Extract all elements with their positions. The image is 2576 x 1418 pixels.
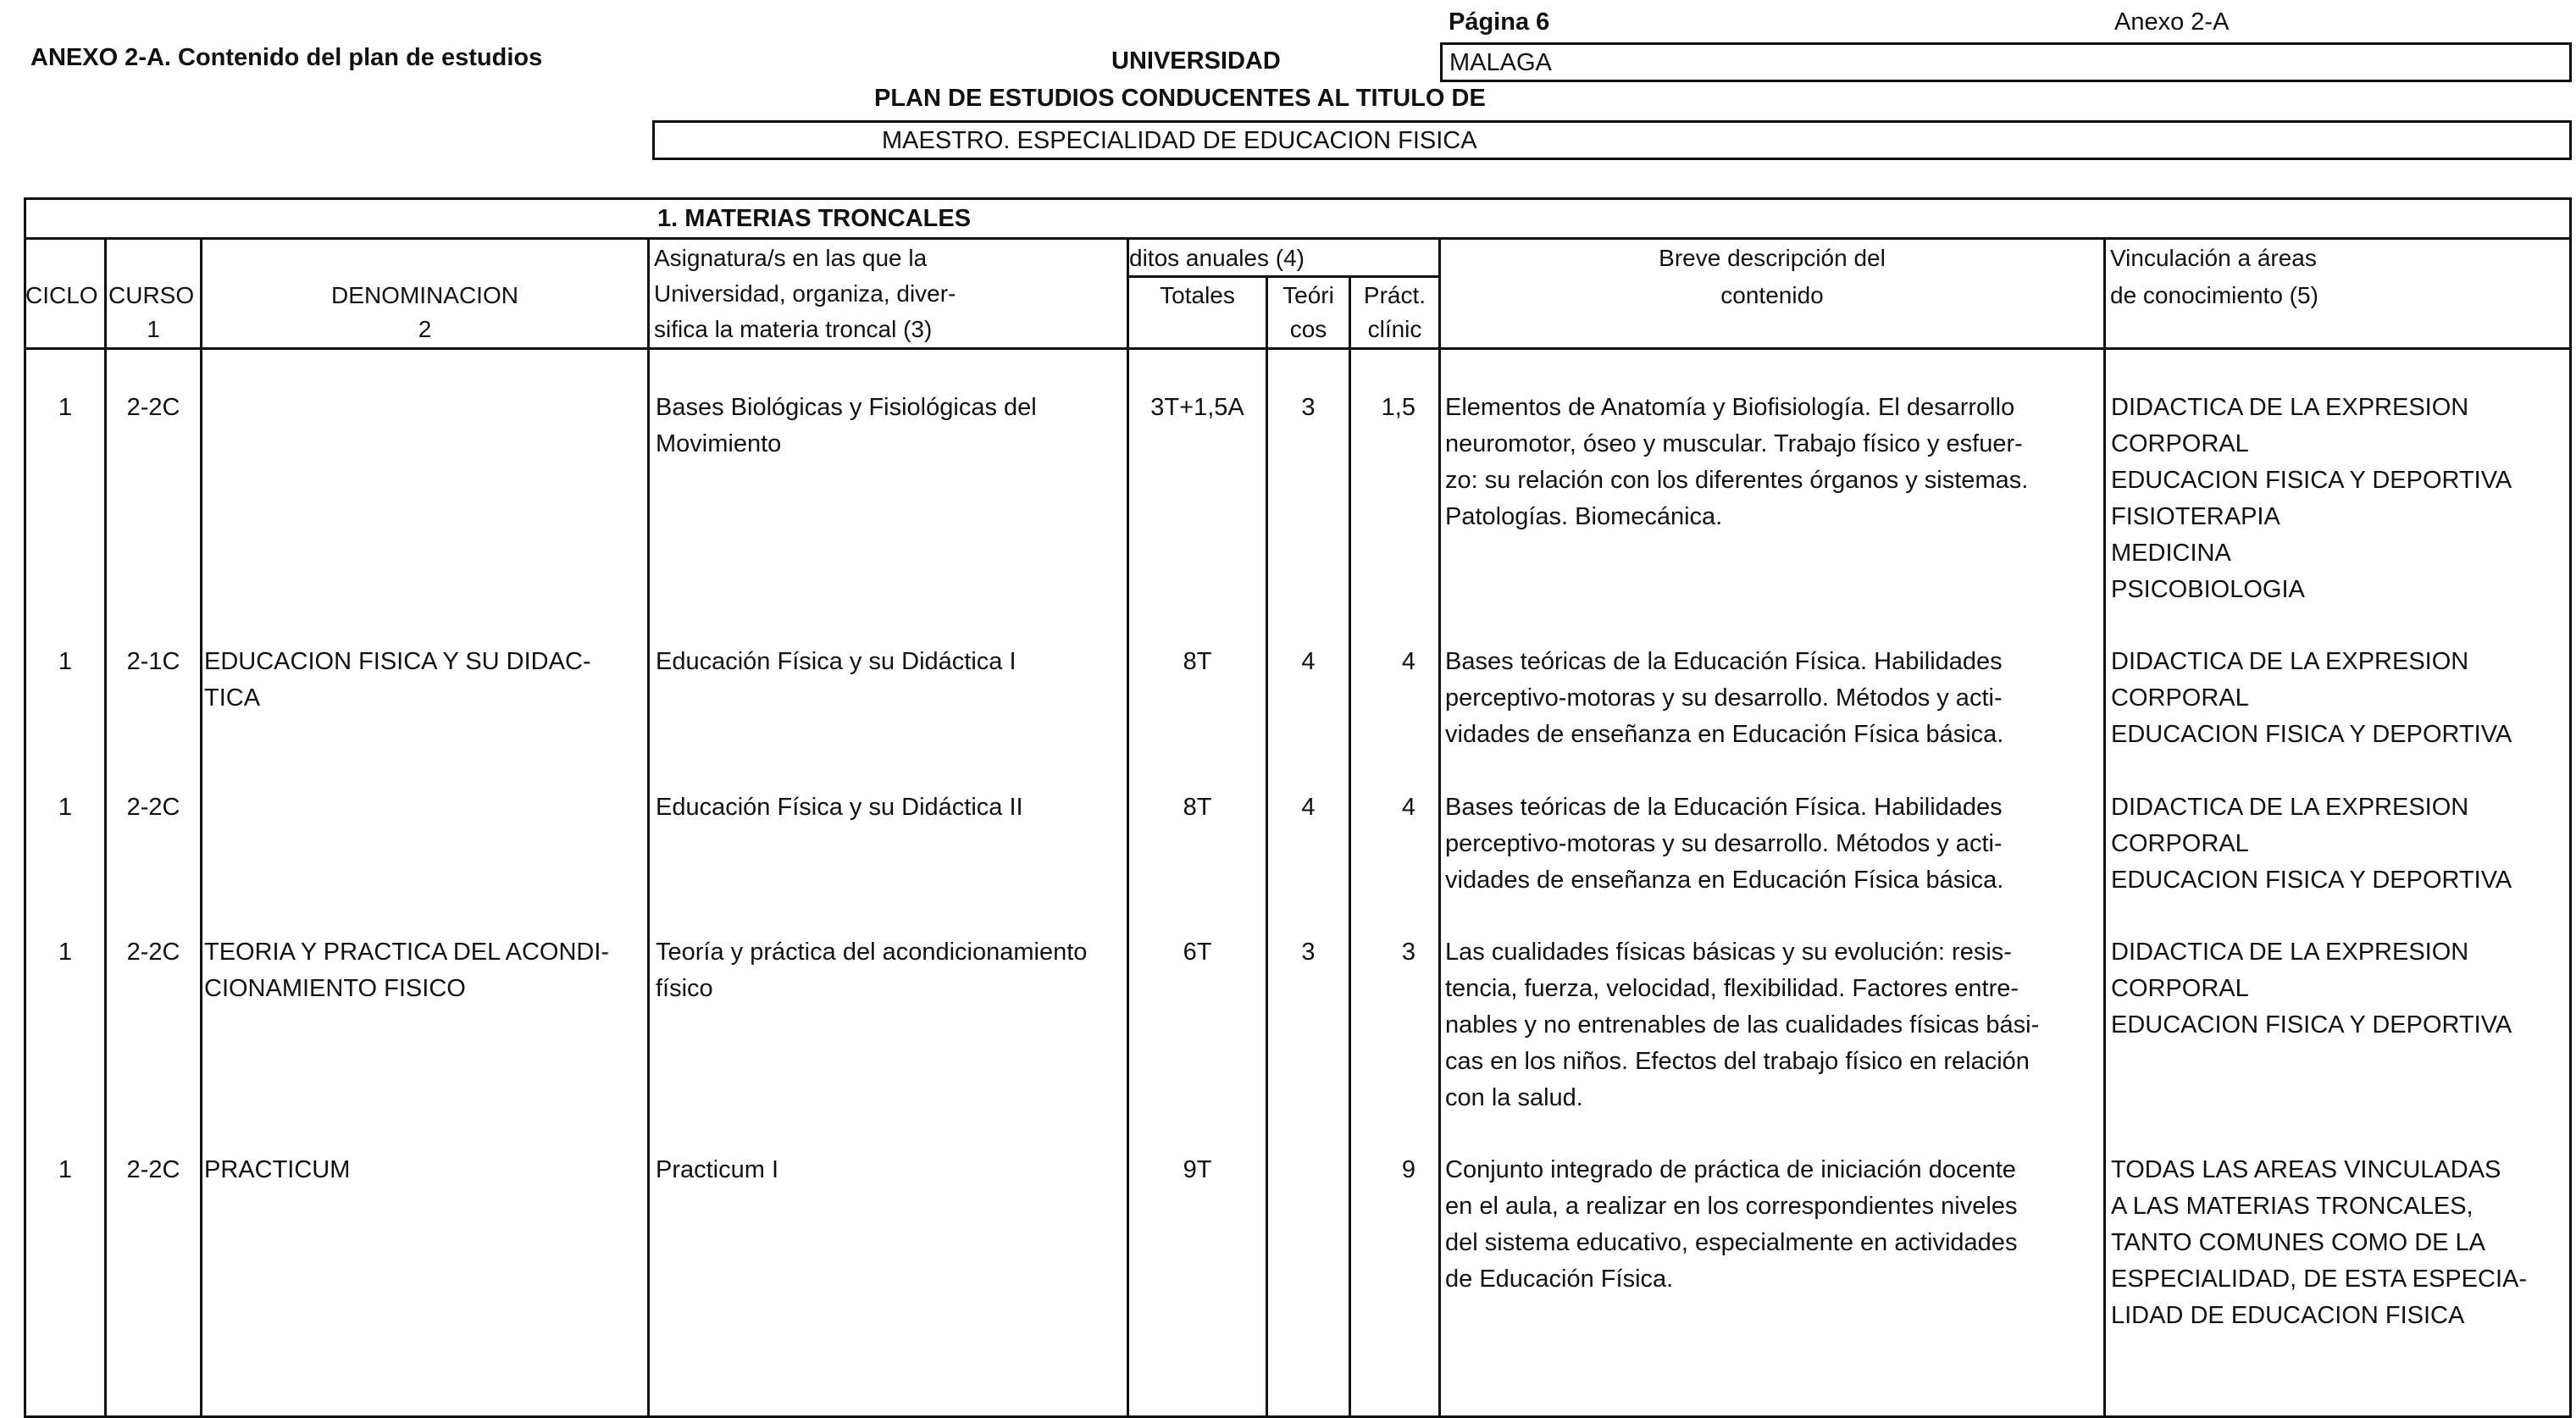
cell-practicos: 9 xyxy=(1401,1156,1415,1183)
cell-area-line: DIDACTICA DE LA EXPRESION xyxy=(2111,794,2469,821)
cell-asignatura-line: físico xyxy=(656,975,713,1002)
cell-area-line: CORPORAL xyxy=(2111,830,2249,857)
cell-curso: 2-2C xyxy=(126,394,180,421)
cell-asignatura-line: Bases Biológicas y Fisiológicas del xyxy=(656,394,1037,421)
col-header-totales: Totales xyxy=(1160,282,1235,308)
cell-teoricos: 3 xyxy=(1301,939,1316,966)
cell-area-line: DIDACTICA DE LA EXPRESION xyxy=(2111,394,2469,421)
col-header-practicos-2: clínic xyxy=(1367,316,1422,342)
col-line xyxy=(1438,237,1441,1418)
col-header-curso: CURSO xyxy=(108,282,195,308)
col-line xyxy=(1349,275,1351,1418)
cell-area-line: DIDACTICA DE LA EXPRESION xyxy=(2111,648,2469,675)
cell-descripcion-line: Conjunto integrado de práctica de iniciación docente xyxy=(1445,1156,2016,1183)
university-label: UNIVERSIDAD xyxy=(1111,47,1281,75)
cell-totales: 8T xyxy=(1183,648,1212,675)
plan-label: PLAN DE ESTUDIOS CONDUCENTES AL TITULO DE xyxy=(874,85,1486,112)
cell-descripcion-line: Las cualidades físicas básicas y su evolución: resis- xyxy=(1445,939,2012,966)
cell-descripcion-line: de Educación Física. xyxy=(1445,1266,1674,1293)
cell-area-line: DIDACTICA DE LA EXPRESION xyxy=(2111,939,2469,966)
cell-curso: 2-1C xyxy=(126,648,180,675)
university-value: MALAGA xyxy=(1449,49,1552,76)
cell-ciclo: 1 xyxy=(58,1156,73,1183)
cell-practicos: 4 xyxy=(1401,794,1415,821)
col-header-creditos: ditos anuales (4) xyxy=(1129,245,1305,271)
cell-teoricos: 4 xyxy=(1301,794,1316,821)
cell-practicos: 1,5 xyxy=(1381,394,1415,421)
cell-totales: 9T xyxy=(1183,1156,1212,1183)
cell-descripcion-line: neuromotor, óseo y muscular. Trabajo físico y esfuer- xyxy=(1445,430,2023,457)
col-header-curso-num: 1 xyxy=(147,316,160,342)
cell-denominacion-line: EDUCACION FISICA Y SU DIDAC- xyxy=(204,648,591,675)
cell-descripcion-line: vidades de enseñanza en Educación Física básica. xyxy=(1445,867,2004,894)
cell-totales: 8T xyxy=(1183,794,1212,821)
cell-totales: 6T xyxy=(1183,939,1212,966)
cell-descripcion-line: Patologías. Biomecánica. xyxy=(1445,503,1723,530)
col-header-vinculacion-1: Vinculación a áreas xyxy=(2110,245,2317,271)
cell-denominacion-line: PRACTICUM xyxy=(204,1156,351,1183)
cell-area-line: PSICOBIOLOGIA xyxy=(2111,576,2305,603)
page-label: Página 6 xyxy=(1449,8,1550,36)
cell-totales: 3T+1,5A xyxy=(1150,394,1244,421)
cell-teoricos: 4 xyxy=(1301,648,1316,675)
cell-area-line: LIDAD DE EDUCACION FISICA xyxy=(2111,1302,2465,1329)
cell-area-line: TODAS LAS AREAS VINCULADAS xyxy=(2111,1156,2501,1183)
cell-descripcion-line: cas en los niños. Efectos del trabajo físico en relación xyxy=(1445,1048,2030,1075)
cell-teoricos: 3 xyxy=(1301,394,1316,421)
cell-curso: 2-2C xyxy=(126,1156,180,1183)
cell-ciclo: 1 xyxy=(58,794,73,821)
plan-box xyxy=(652,120,2572,160)
col-header-descripcion-2: contenido xyxy=(1720,282,1824,308)
cell-descripcion-line: zo: su relación con los diferentes órganos y sistemas. xyxy=(1445,467,2029,494)
cell-descripcion-line: Bases teóricas de la Educación Física. Habilidades xyxy=(1445,794,2003,821)
cell-denominacion-line: TICA xyxy=(204,684,261,712)
col-header-asignatura-3: sifica la materia troncal (3) xyxy=(654,316,933,342)
cell-practicos: 3 xyxy=(1401,939,1415,966)
col-header-asignatura-2: Universidad, organiza, diver- xyxy=(654,280,956,307)
cell-descripcion-line: en el aula, a realizar en los correspondientes niveles xyxy=(1445,1193,2018,1220)
cell-asignatura-line: Practicum I xyxy=(656,1156,779,1183)
cell-descripcion-line: Elementos de Anatomía y Biofisiología. El desarrollo xyxy=(1445,394,2015,421)
cell-area-line: EDUCACION FISICA Y DEPORTIVA xyxy=(2111,721,2512,748)
col-header-denominacion-num: 2 xyxy=(418,316,432,342)
section-title: 1. MATERIAS TRONCALES xyxy=(657,205,972,232)
cell-descripcion-line: Bases teóricas de la Educación Física. Habilidades xyxy=(1445,648,2003,675)
cell-asignatura-line: Educación Física y su Didáctica II xyxy=(656,794,1023,821)
cell-denominacion-line: CIONAMIENTO FISICO xyxy=(204,975,466,1002)
plan-value: MAESTRO. ESPECIALIDAD DE EDUCACION FISICA xyxy=(882,127,1477,154)
annex-title: ANEXO 2-A. Contenido del plan de estudios xyxy=(30,44,543,71)
cell-denominacion-line: TEORIA Y PRACTICA DEL ACONDI- xyxy=(204,939,610,966)
cell-curso: 2-2C xyxy=(126,939,180,966)
col-header-teoricos-1: Teóri xyxy=(1282,282,1334,308)
cell-area-line: FISIOTERAPIA xyxy=(2111,503,2280,530)
cell-curso: 2-2C xyxy=(126,794,180,821)
col-line xyxy=(1266,275,1268,1418)
cell-descripcion-line: nables y no entrenables de las cualidades físicas bási- xyxy=(1445,1011,2040,1039)
annex-ref: Anexo 2-A xyxy=(2114,8,2230,36)
cell-area-line: ESPECIALIDAD, DE ESTA ESPECIA- xyxy=(2111,1266,2528,1293)
col-line xyxy=(647,237,650,1418)
cell-ciclo: 1 xyxy=(58,648,73,675)
cell-descripcion-line: del sistema educativo, especialmente en actividades xyxy=(1445,1229,2018,1256)
university-box xyxy=(1440,42,2572,82)
col-header-denominacion: DENOMINACION xyxy=(331,282,518,308)
cell-ciclo: 1 xyxy=(58,939,73,966)
cell-area-line: A LAS MATERIAS TRONCALES, xyxy=(2111,1193,2474,1220)
cell-area-line: EDUCACION FISICA Y DEPORTIVA xyxy=(2111,1011,2512,1039)
cell-asignatura-line: Educación Física y su Didáctica I xyxy=(656,648,1017,675)
cell-descripcion-line: vidades de enseñanza en Educación Física básica. xyxy=(1445,721,2004,748)
cell-asignatura-line: Teoría y práctica del acondicionamiento xyxy=(656,939,1088,966)
cell-area-line: EDUCACION FISICA Y DEPORTIVA xyxy=(2111,467,2512,494)
col-line xyxy=(2103,237,2106,1418)
cell-descripcion-line: perceptivo-motoras y su desarrollo. Métodos y acti- xyxy=(1445,684,2003,712)
cell-descripcion-line: perceptivo-motoras y su desarrollo. Métodos y acti- xyxy=(1445,830,2003,857)
cell-descripcion-line: tencia, fuerza, velocidad, flexibilidad. Factores entre- xyxy=(1445,975,2019,1002)
cell-area-line: CORPORAL xyxy=(2111,430,2249,457)
cell-area-line: MEDICINA xyxy=(2111,540,2231,567)
col-header-practicos-1: Práct. xyxy=(1363,282,1426,308)
col-header-vinculacion-2: de conocimiento (5) xyxy=(2110,282,2318,308)
cell-area-line: EDUCACION FISICA Y DEPORTIVA xyxy=(2111,867,2512,894)
col-header-teoricos-2: cos xyxy=(1289,316,1327,342)
cell-area-line: CORPORAL xyxy=(2111,975,2249,1002)
cell-area-line: CORPORAL xyxy=(2111,684,2249,712)
cell-ciclo: 1 xyxy=(58,394,73,421)
cell-descripcion-line: con la salud. xyxy=(1445,1084,1583,1111)
col-header-ciclo: CICLO xyxy=(25,282,98,308)
cell-asignatura-line: Movimiento xyxy=(656,430,782,457)
cell-area-line: TANTO COMUNES COMO DE LA xyxy=(2111,1229,2486,1256)
col-header-asignatura-1: Asignatura/s en las que la xyxy=(654,245,928,271)
cell-practicos: 4 xyxy=(1401,648,1415,675)
col-line xyxy=(200,237,202,1418)
col-header-descripcion-1: Breve descripción del xyxy=(1659,245,1886,271)
